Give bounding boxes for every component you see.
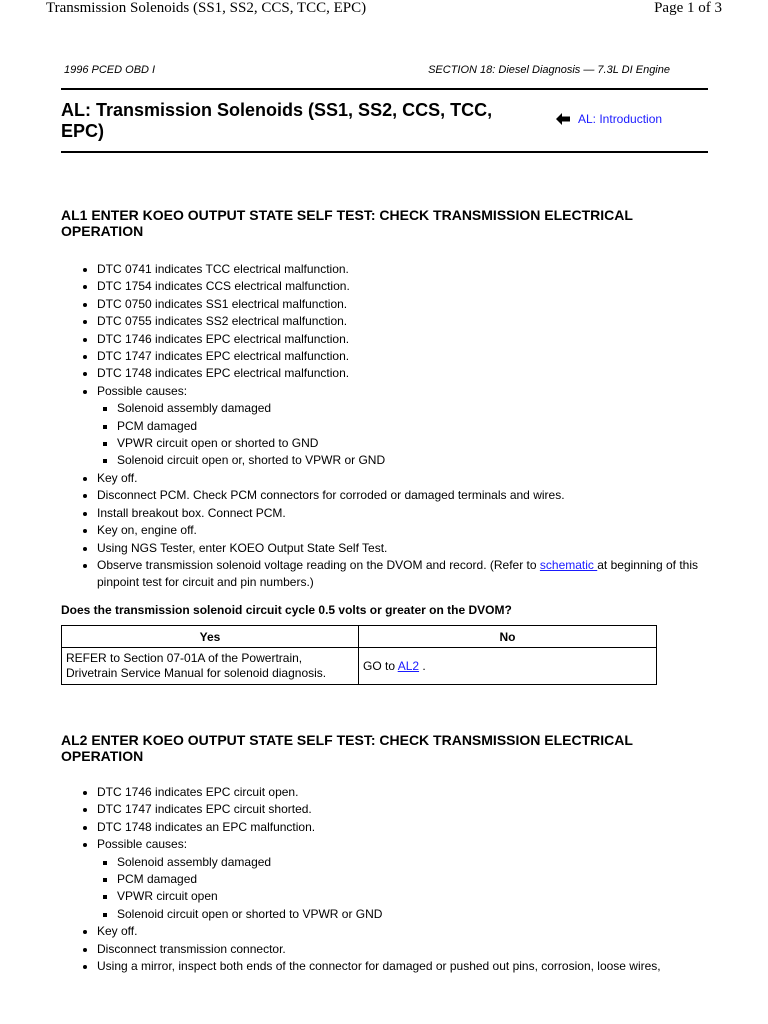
no-action-text: GO to bbox=[363, 658, 398, 673]
list-item: • DTC 1746 indicates EPC circuit open. bbox=[97, 784, 725, 801]
list-item: • DTC 1754 indicates CCS electrical malfunction. bbox=[97, 278, 725, 295]
cause-item: ▪ Solenoid assembly damaged bbox=[117, 400, 725, 417]
cause-item: ▪ PCM damaged bbox=[117, 418, 725, 435]
cause-item: ▪ Solenoid assembly damaged bbox=[117, 854, 725, 871]
list-item bbox=[97, 836, 725, 923]
arrow-left-icon bbox=[556, 113, 570, 125]
page-indicator: Page 1 of 3 bbox=[654, 0, 722, 16]
al2-link[interactable]: AL2 bbox=[397, 658, 420, 673]
no-action-end: . bbox=[419, 658, 426, 673]
result-table bbox=[61, 625, 657, 685]
list-item: • Disconnect PCM. Check PCM connectors for corroded or damaged terminals and wires. bbox=[97, 487, 725, 504]
test-question: Does the transmission solenoid circuit cycle 0.5 volts or greater on the DVOM? bbox=[61, 603, 512, 617]
print-title: Transmission Solenoids (SS1, SS2, CCS, TCC, EPC) bbox=[46, 0, 367, 16]
list-item: • DTC 1747 indicates EPC circuit shorted. bbox=[97, 801, 725, 818]
list-item: • DTC 0741 indicates TCC electrical malfunction. bbox=[97, 261, 725, 278]
list-item: • Using NGS Tester, enter KOEO Output State Self Test. bbox=[97, 540, 725, 557]
al2-list bbox=[79, 784, 725, 975]
list-item: • DTC 1748 indicates EPC electrical malfunction. bbox=[97, 365, 725, 382]
cause-item: ▪ Solenoid circuit open or, shorted to VPWR or GND bbox=[117, 452, 725, 469]
list-item bbox=[97, 557, 725, 592]
cause-item: ▪ PCM damaged bbox=[117, 871, 725, 888]
cause-item: ▪ VPWR circuit open bbox=[117, 888, 725, 905]
al1-list bbox=[79, 261, 725, 592]
table-header-row bbox=[62, 626, 657, 648]
list-item: • Disconnect transmission connector. bbox=[97, 941, 725, 958]
list-item: • Key off. bbox=[97, 923, 725, 940]
list-item: • Key on, engine off. bbox=[97, 522, 725, 539]
possible-causes-label: Possible causes: bbox=[97, 383, 188, 398]
yes-action: REFER to Section 07-01A of the Powertrain, Drivetrain Service Manual for solenoid diagnosis. bbox=[62, 648, 359, 685]
no-column-header: No bbox=[359, 626, 657, 648]
list-item: • DTC 1748 indicates an EPC malfunction. bbox=[97, 819, 725, 836]
list-item: • Key off. bbox=[97, 470, 725, 487]
table-row bbox=[62, 648, 657, 685]
cause-item: ▪ Solenoid circuit open or shorted to VPWR or GND bbox=[117, 906, 725, 923]
list-item: • DTC 0755 indicates SS2 electrical malfunction. bbox=[97, 313, 725, 330]
al2-heading: AL2 ENTER KOEO OUTPUT STATE SELF TEST: CHECK TRANSMISSION ELECTRICAL OPERATION bbox=[61, 732, 633, 764]
list-item bbox=[97, 383, 725, 470]
no-action bbox=[359, 648, 657, 685]
observe-text-end: at beginning of this pinpoint test for circuit and pin numbers.) bbox=[97, 557, 698, 590]
list-item: • Using a mirror, inspect both ends of the connector for damaged or pushed out pins, corrosion, loose wires, bbox=[97, 958, 725, 975]
list-item: • Install breakout box. Connect PCM. bbox=[97, 505, 725, 522]
yes-column-header: Yes bbox=[62, 626, 359, 648]
list-item: • DTC 1746 indicates EPC electrical malfunction. bbox=[97, 331, 725, 348]
page-title: AL: Transmission Solenoids (SS1, SS2, CCS, TCC, EPC) bbox=[61, 100, 493, 141]
causes-list bbox=[97, 854, 725, 924]
al1-heading: AL1 ENTER KOEO OUTPUT STATE SELF TEST: CHECK TRANSMISSION ELECTRICAL OPERATION bbox=[61, 207, 633, 239]
introduction-link[interactable] bbox=[556, 112, 662, 126]
list-item: • DTC 1747 indicates EPC electrical malfunction. bbox=[97, 348, 725, 365]
cause-item: ▪ VPWR circuit open or shorted to GND bbox=[117, 435, 725, 452]
introduction-link-label: AL: Introduction bbox=[578, 112, 663, 126]
print-header bbox=[0, 0, 768, 22]
possible-causes-label: Possible causes: bbox=[97, 837, 188, 852]
observe-text: Observe transmission solenoid voltage reading on the DVOM and record. (Refer to bbox=[97, 557, 540, 572]
schematic-link[interactable]: schematic bbox=[539, 557, 598, 572]
list-item: • DTC 0750 indicates SS1 electrical malfunction. bbox=[97, 296, 725, 313]
causes-list bbox=[97, 400, 725, 470]
divider bbox=[61, 151, 708, 153]
manual-name: 1996 PCED OBD I bbox=[64, 64, 156, 76]
section-name: SECTION 18: Diesel Diagnosis — 7.3L DI Engine bbox=[428, 64, 670, 76]
divider bbox=[61, 88, 708, 90]
